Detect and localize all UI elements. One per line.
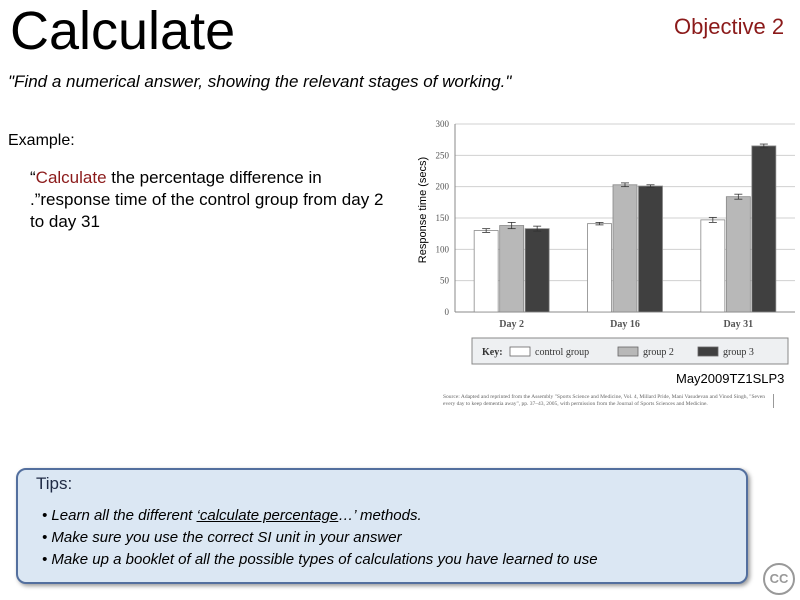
creative-commons-icon: CC bbox=[763, 563, 795, 595]
bar-group-2 bbox=[613, 185, 637, 312]
open-quote: “ bbox=[30, 168, 36, 187]
y-tick-label: 300 bbox=[435, 119, 449, 129]
legend-swatch bbox=[698, 347, 718, 356]
example-keyword: Calculate bbox=[35, 168, 107, 187]
tip-item bbox=[42, 505, 598, 527]
tips-list bbox=[42, 505, 598, 570]
bar-group-2 bbox=[726, 197, 750, 312]
tip-emphasis: ‘calculate percentage bbox=[196, 507, 339, 524]
y-tick-label: 200 bbox=[435, 181, 449, 192]
tips-box bbox=[16, 468, 748, 584]
tip-text-end: …’ methods. bbox=[338, 507, 422, 524]
tips-title: Tips: bbox=[36, 474, 73, 493]
y-tick-label: 250 bbox=[435, 150, 449, 161]
bar-chart bbox=[420, 112, 800, 372]
example-question-text: the percentage difference in .”response time of the control group from day 2 to day 31 bbox=[30, 168, 384, 231]
x-tick-label: Day 16 bbox=[610, 319, 640, 330]
tip-text: • Make sure you use the correct SI unit in your answer bbox=[42, 528, 402, 546]
legend-label: group 2 bbox=[643, 347, 674, 358]
example-label: Example: bbox=[8, 132, 75, 149]
x-tick-label: Day 31 bbox=[723, 319, 754, 330]
question-reference: May2009TZ1SLP3 bbox=[676, 371, 785, 386]
tip-text: • Learn all the different bbox=[42, 507, 197, 524]
bar-control-group bbox=[474, 231, 498, 312]
tip-text: • Make up a booklet of all the possible types of calculations you have learned to use bbox=[42, 550, 598, 568]
legend-label: control group bbox=[535, 347, 590, 358]
y-tick-label: 0 bbox=[444, 307, 449, 317]
legend-swatch bbox=[618, 347, 638, 356]
x-tick-label: Day 2 bbox=[499, 319, 525, 330]
legend-label: group 3 bbox=[723, 347, 754, 358]
objective-label: Objective 2 bbox=[674, 14, 785, 39]
tip-item bbox=[42, 527, 598, 549]
bar-control-group bbox=[701, 220, 725, 312]
command-term-definition: "Find a numerical answer, showing the relevant stages of working." bbox=[8, 72, 512, 91]
bar-group-2 bbox=[500, 226, 524, 312]
example-question bbox=[30, 167, 390, 232]
legend-title: Key: bbox=[482, 347, 503, 358]
bar-group-3 bbox=[639, 186, 663, 312]
source-note: Source: Adapted and reprinted from the Assembly "Sports Science and Medicine, Vol. 4, Millard Pride, Mani Vasudevan and Vinod Singh, "Seven every day to keep dementia away", pp. 37–43, 2005, with permission from the Journal of Sports Sciences and Medicine. bbox=[443, 394, 774, 408]
tip-item bbox=[42, 549, 598, 571]
bar-group-3 bbox=[752, 146, 776, 312]
y-tick-label: 50 bbox=[440, 275, 449, 286]
bar-control-group bbox=[588, 224, 612, 312]
legend-swatch bbox=[510, 347, 530, 356]
y-tick-label: 150 bbox=[435, 213, 449, 223]
bar-group-3 bbox=[525, 229, 549, 312]
y-axis-label: Response time (secs) bbox=[417, 156, 429, 264]
page-title: Calculate bbox=[10, 1, 236, 61]
y-tick-label: 100 bbox=[435, 244, 449, 255]
